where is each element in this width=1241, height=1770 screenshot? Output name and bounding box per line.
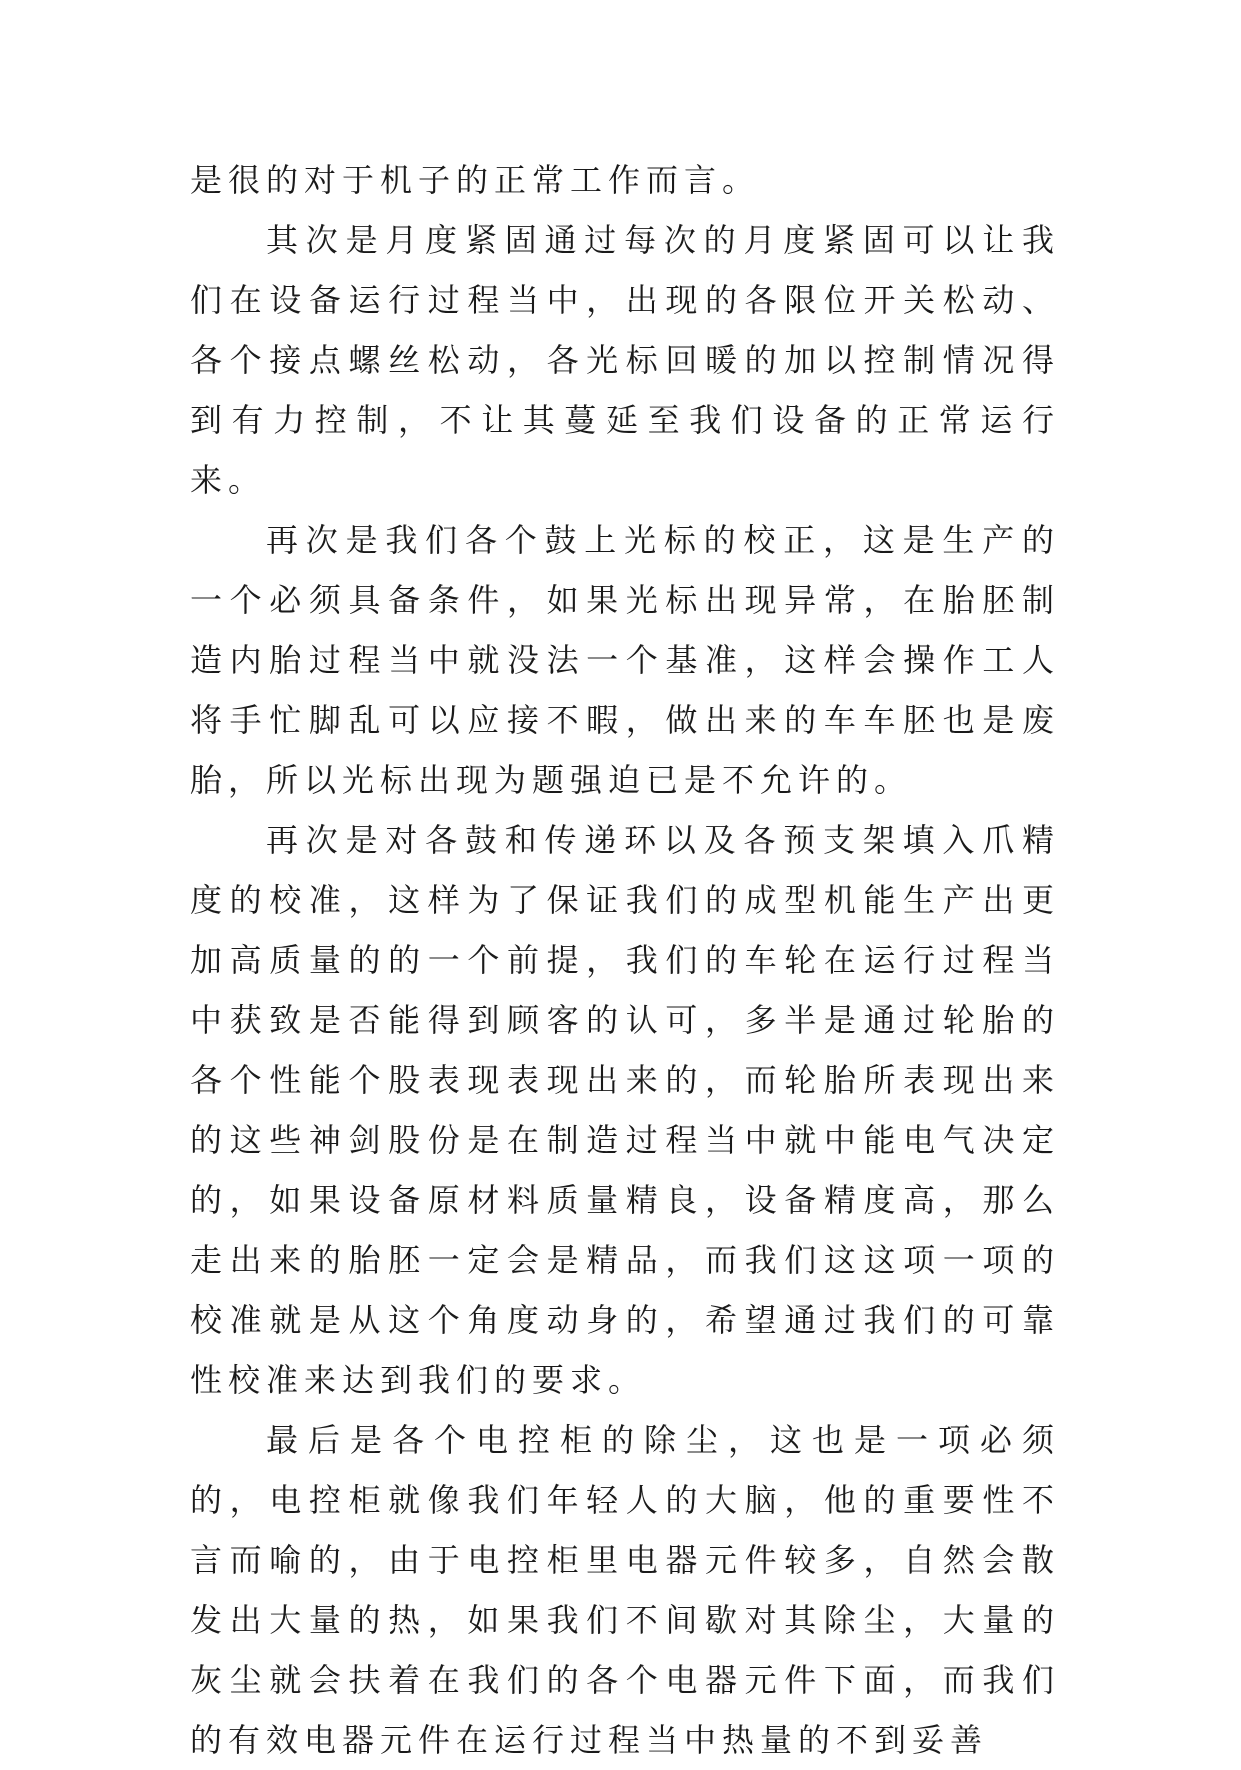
paragraph-drum-calibration: 再次是对各鼓和传递环以及各预支架填入爪精度的校准，这样为了保证我们的成型机能生产出更加高质量的的一个前提，我们的车轮在运行过程当中获致是否能得到顾客的认可，多半是通过轮胎的各个性能个股表现表现出来的，而轮胎所表现出来的这些神剑股份是在制造过程当中就中能电气决定的，如果设备原材料质量精良，设备精度高，那么走出来的胎胚一定会是精品，而我们这这项一项的校准就是从这个角度动身的，希望通过我们的可靠性校准来达到我们的要求。 — [190, 821, 1060, 1399]
paragraph-monthly-fastening: 其次是月度紧固通过每次的月度紧固可以让我们在设备运行过程当中，出现的各限位开关松动、各个接点螺丝松动，各光标回暖的加以控制情况得到有力控制，不让其蔓延至我们设备的正常运行来。 — [190, 221, 1060, 499]
paragraph-cabinet-dusting: 最后是各个电控柜的除尘，这也是一项必须的，电控柜就像我们年轻人的大脑，他的重要性不言而喻的，由于电控柜里电器元件较多，自然会散发出大量的热，如果我们不间歇对其除尘，大量的灰尘就会扶着在我们的各个电器元件下面，而我们的有效电器元件在运行过程当中热量的不到妥善 — [190, 1421, 1060, 1759]
paragraph-cursor-calibration: 再次是我们各个鼓上光标的校正，这是生产的一个必须具备条件，如果光标出现异常，在胎胚制造内胎过程当中就没法一个基准，这样会操作工人将手忙脚乱可以应接不暇，做出来的车车胚也是废胎，所以光标出现为题强迫已是不允许的。 — [190, 521, 1060, 799]
paragraph-continuation: 是很的对于机子的正常工作而言。 — [190, 161, 761, 199]
body-text — [190, 150, 1060, 1770]
